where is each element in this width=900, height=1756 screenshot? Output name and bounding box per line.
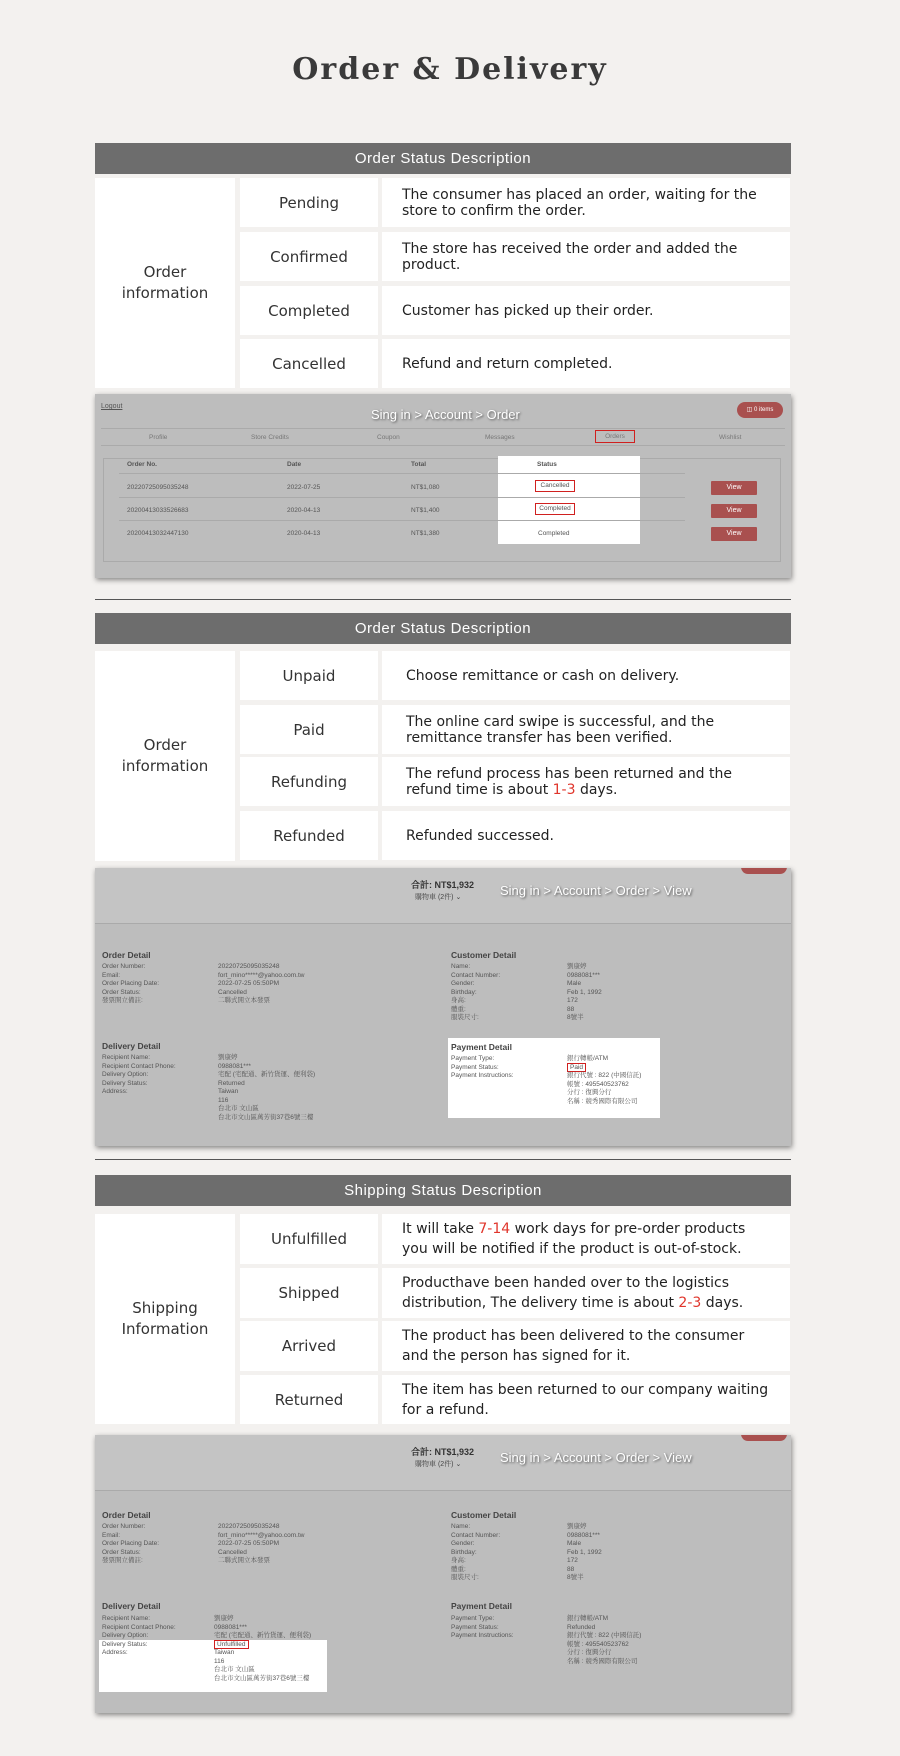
delivery-detail-values: 劉康婷 0988081*** 宅配 (宅配通、新竹貨運、便利袋) Returned Taiwan 116 台北市 文山區 台北市文山區萬芳街37巷6號三樓 <box>218 1054 316 1121</box>
col-order-no: Order No. <box>127 461 157 468</box>
status-description-text: It will take 7-14 work days for pre-order products you will be notified if the product is out-of-stock. <box>402 1221 746 1257</box>
order-detail-screenshot <box>95 868 791 1146</box>
status-cell: Unpaid <box>240 651 378 700</box>
cart-total: 合計: NT$1,932 <box>411 880 475 890</box>
status-description: The online card swipe is successful, and the remittance transfer has been verified. <box>382 705 790 754</box>
row-divider <box>119 473 685 474</box>
status-cell: Paid <box>240 705 378 754</box>
breadcrumb: Sing in > Account > Order > View <box>500 1450 692 1465</box>
status-cell: Returned <box>240 1375 378 1424</box>
delivery-detail-title: Delivery Detail <box>102 1041 161 1051</box>
status-cell: Completed <box>240 286 378 335</box>
status-description <box>382 1268 790 1318</box>
account-tabs <box>101 428 785 446</box>
view-order-button[interactable]: View <box>711 504 757 518</box>
customer-detail-values: 劉康婷 0988081*** Male Feb 1, 1992 172 88 8號半 <box>567 963 602 1021</box>
section-header-shipping-status: Shipping Status Description <box>95 1175 791 1206</box>
payment-detail-values: 銀行轉帳/ATM Refunded 銀行代號 : 822 (中國信託) 帳號 : 495540523762 分行 : 復興分行 名稱 : 競秀國際有限公司 <box>567 1615 642 1665</box>
status-cell: Cancelled <box>240 339 378 388</box>
cart-icon: ◫ <box>746 407 754 413</box>
customer-detail-values: 劉康婷 0988081*** Male Feb 1, 1992 172 88 8號半 <box>567 1523 602 1581</box>
status-description-text: The refund process has been returned and the refund time is about 1-3 days. <box>406 765 732 798</box>
view-order-button[interactable]: View <box>711 481 757 495</box>
payment-detail-labels: Payment Type: Payment Status: Payment Instructions: <box>451 1615 514 1639</box>
delivery-detail-title: Delivery Detail <box>102 1601 161 1611</box>
customer-detail-labels: Name: Contact Number: Gender: Birthday: 身高: 體重: 服裝尺寸: <box>451 963 501 1021</box>
status-description: The consumer has placed an order, waiting for the store to confirm the order. <box>382 178 790 227</box>
order-detail-labels: Order Number: Email: Order Placing Date: Order Status: 發票開立備註: <box>102 963 160 1004</box>
chevron-down-icon: ⌄ <box>455 894 462 901</box>
order-number: 20220725095035248 <box>127 484 189 491</box>
row-divider <box>119 497 685 498</box>
cart-total: 合計: NT$1,932 <box>411 1447 475 1457</box>
status-description: Customer has picked up their order. <box>382 286 790 335</box>
order-date: 2020-04-13 <box>287 530 321 537</box>
status-cell: Refunding <box>240 757 378 806</box>
delivery-detail-labels: Recipient Name: Recipient Contact Phone: Delivery Option: Delivery Status: Address: <box>102 1054 176 1095</box>
order-detail-labels: Order Number: Email: Order Placing Date: Order Status: 發票開立備註: <box>102 1523 160 1564</box>
order-date: 2022-07-25 <box>287 484 321 491</box>
shipping-detail-screenshot <box>95 1435 791 1713</box>
category-cell <box>95 651 235 861</box>
breadcrumb: Sing in > Account > Order <box>371 407 520 422</box>
section-divider <box>95 1159 791 1160</box>
cart-button[interactable] <box>737 402 783 418</box>
delivery-status-value: Unfulfilled <box>214 1640 249 1649</box>
cart-label: 購物車 (2件) <box>415 1461 454 1468</box>
order-list-screenshot <box>95 394 791 578</box>
cart-link[interactable] <box>415 1459 461 1469</box>
status-description: The store has received the order and added the product. <box>382 232 790 281</box>
section-header-payment-status: Order Status Description <box>95 613 791 644</box>
category-cell <box>95 178 235 388</box>
delivery-days-highlight: 2-3 <box>678 1295 702 1311</box>
delivery-detail-values: 劉康婷 0988081*** 宅配 (宅配通、新竹貨運、便利袋) Unfulfilled Taiwan 116 台北市 文山區 台北市文山區萬芳街37巷6號三樓 <box>214 1615 312 1682</box>
chevron-down-icon: ⌄ <box>455 1461 462 1468</box>
status-description <box>382 757 790 806</box>
status-description: The item has been returned to our company waiting for a refund. <box>382 1375 790 1424</box>
payment-status-value: Paid <box>567 1063 586 1072</box>
tab-store-credits[interactable]: Store Credits <box>251 434 289 441</box>
view-order-button[interactable]: View <box>711 527 757 541</box>
payment-detail-title: Payment Detail <box>451 1042 512 1052</box>
category-label: Shipping Information <box>121 1299 209 1338</box>
status-cell: Unfulfilled <box>240 1214 378 1264</box>
status-cell: Refunded <box>240 811 378 860</box>
section-header-order-status: Order Status Description <box>95 143 791 174</box>
col-total: Total <box>411 461 427 468</box>
tab-orders[interactable]: Orders <box>595 430 635 443</box>
cart-count: 0 items <box>754 407 774 413</box>
status-description: Refund and return completed. <box>382 339 790 388</box>
order-detail-values: 20220725095035248 fort_mino*****@yahoo.com.tw 2022-07-25 05:50PM Cancelled 二聯式開立本發票 <box>218 1523 305 1564</box>
row-divider <box>119 520 685 521</box>
status-description: The product has been delivered to the consumer and the person has signed for it. <box>382 1321 790 1371</box>
order-total: NT$1,380 <box>411 530 440 537</box>
status-description <box>382 1214 790 1264</box>
cart-button[interactable] <box>741 868 787 874</box>
order-total: NT$1,080 <box>411 484 440 491</box>
order-detail-values: 20220725095035248 fort_mino*****@yahoo.com.tw 2022-07-25 05:50PM Cancelled 二聯式開立本發票 <box>218 963 305 1004</box>
category-label: Order information <box>121 736 209 775</box>
cart-button[interactable] <box>741 1435 787 1441</box>
tab-wishlist[interactable]: Wishlist <box>719 434 742 441</box>
delivery-detail-labels: Recipient Name: Recipient Contact Phone: Delivery Option: Delivery Status: Address: <box>102 1615 176 1656</box>
order-status: Completed <box>538 530 570 537</box>
tab-messages[interactable]: Messages <box>485 434 515 441</box>
customer-detail-title: Customer Detail <box>451 1510 517 1520</box>
breadcrumb: Sing in > Account > Order > View <box>500 883 692 898</box>
payment-detail-title: Payment Detail <box>451 1601 512 1611</box>
logout-link[interactable]: Logout <box>101 403 123 410</box>
customer-detail-labels: Name: Contact Number: Gender: Birthday: 身高: 體重: 服裝尺寸: <box>451 1523 501 1581</box>
customer-detail-title: Customer Detail <box>451 950 517 960</box>
payment-detail-labels: Payment Type: Payment Status: Payment Instructions: <box>451 1055 514 1079</box>
tab-profile[interactable]: Profile <box>149 434 168 441</box>
page-title: Order & Delivery <box>292 52 608 87</box>
cart-link[interactable] <box>415 892 461 902</box>
status-description-text: Producthave been handed over to the logistics distribution, The delivery time is about 2-3 days. <box>402 1275 744 1311</box>
status-cell: Arrived <box>240 1321 378 1371</box>
order-date: 2020-04-13 <box>287 507 321 514</box>
section-divider <box>95 599 791 600</box>
order-status: Cancelled <box>535 480 575 492</box>
order-number: 20200413033526683 <box>127 507 189 514</box>
status-description: Refunded successed. <box>382 811 790 860</box>
status-description: Choose remittance or cash on delivery. <box>382 651 790 700</box>
cart-label: 購物車 (2件) <box>415 894 454 901</box>
refund-days-highlight: 1-3 <box>552 781 576 798</box>
category-cell <box>95 1214 235 1424</box>
status-cell: Pending <box>240 178 378 227</box>
col-status: Status <box>537 461 557 468</box>
category-label: Order information <box>121 263 209 302</box>
payment-detail-values: 銀行轉帳/ATM Paid 銀行代號 : 822 (中國信託) 帳號 : 495540523762 分行 : 復興分行 名稱 : 競秀國際有限公司 <box>567 1055 642 1105</box>
status-cell: Shipped <box>240 1268 378 1318</box>
order-total: NT$1,400 <box>411 507 440 514</box>
tab-coupon[interactable]: Coupon <box>377 434 400 441</box>
col-date: Date <box>287 461 302 468</box>
order-status: Completed <box>535 503 575 515</box>
order-detail-title: Order Detail <box>102 950 151 960</box>
order-number: 20200413032447130 <box>127 530 189 537</box>
preorder-days-highlight: 7-14 <box>478 1221 511 1237</box>
order-detail-title: Order Detail <box>102 1510 151 1520</box>
status-cell: Confirmed <box>240 232 378 281</box>
